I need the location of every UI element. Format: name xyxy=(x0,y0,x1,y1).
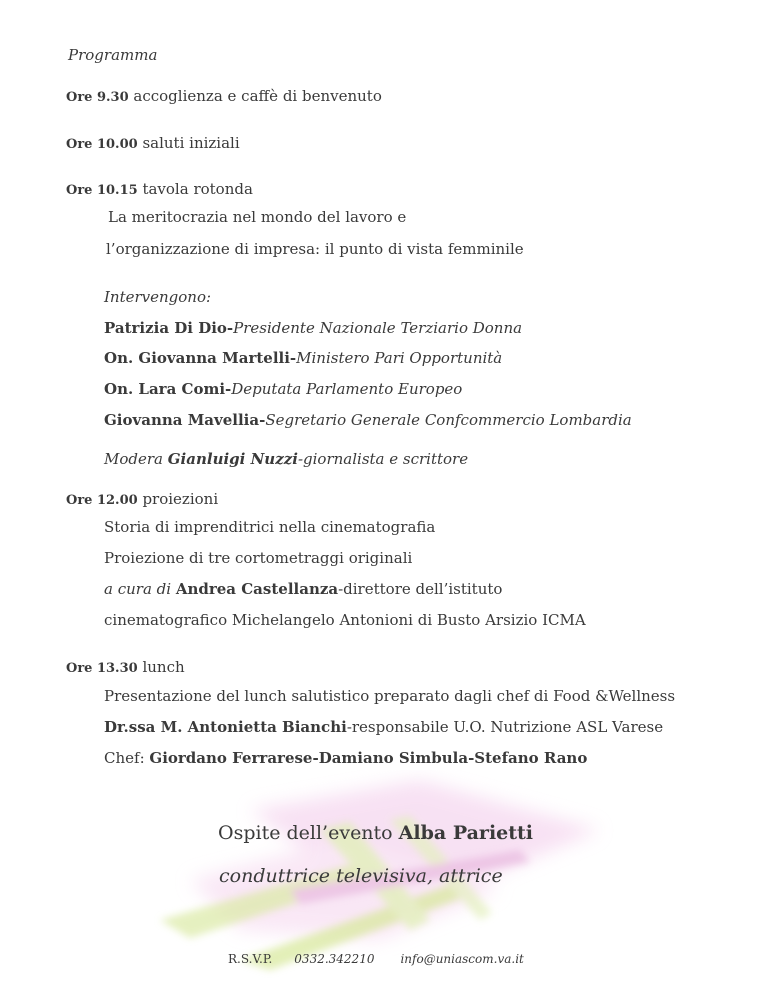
lunch-line-1: Presentazione del lunch salutistico preparato dagli chef di Food &Wellness xyxy=(104,687,676,705)
speaker-role: Ministero Pari Opportunità xyxy=(296,349,503,367)
lunch-doctor-line xyxy=(104,718,663,736)
schedule-item-0930 xyxy=(66,86,382,105)
speaker-role: Deputata Parlamento Europeo xyxy=(231,380,463,398)
doctor-name: Dr.ssa M. Antonietta Bianchi xyxy=(104,718,347,736)
curator-suffix: -direttore dell’istituto xyxy=(338,580,503,598)
speaker-name: On. Lara Comi- xyxy=(104,380,232,398)
time-label: Ore 10.00 xyxy=(66,137,138,152)
proiezioni-curator xyxy=(104,580,502,598)
proiezioni-line-4: cinematografico Michelangelo Antonioni di Busto Arsizio ICMA xyxy=(104,611,586,629)
schedule-item-1200 xyxy=(66,489,218,508)
rsvp-phone: 0332.342210 xyxy=(294,952,375,966)
intervengono-label: Intervengono: xyxy=(104,288,212,306)
guest-name: Alba Parietti xyxy=(398,822,534,844)
chef-names: Giordano Ferrarese-Damiano Simbula-Stefano Rano xyxy=(149,749,588,767)
lunch-chef-line xyxy=(104,749,587,767)
activity-text: tavola rotonda xyxy=(137,180,253,198)
activity-text: saluti iniziali xyxy=(137,134,240,152)
moderator-name: Gianluigi Nuzzi xyxy=(167,450,298,468)
curator-prefix: a cura di xyxy=(104,580,176,598)
curator-name: Andrea Castellanza xyxy=(175,580,339,598)
speaker-name: On. Giovanna Martelli- xyxy=(104,349,297,367)
proiezioni-line-1: Storia di imprenditrici nella cinematografia xyxy=(104,518,436,536)
schedule-item-1015 xyxy=(66,179,253,198)
speaker-row xyxy=(104,349,502,367)
programma-heading: Programma xyxy=(68,46,158,64)
doctor-role: -responsabile U.O. Nutrizione ASL Varese xyxy=(346,718,664,736)
rsvp-line xyxy=(228,952,524,966)
chef-label: Chef: xyxy=(104,749,150,767)
activity-text: lunch xyxy=(137,658,185,676)
guest-prefix: Ospite dell’evento xyxy=(218,822,399,844)
time-label: Ore 9.30 xyxy=(66,90,129,105)
rsvp-label: R.S.V.P. xyxy=(228,952,273,966)
speaker-row xyxy=(104,380,462,398)
tavola-line-1: La meritocrazia nel mondo del lavoro e xyxy=(108,208,407,226)
time-label: Ore 13.30 xyxy=(66,661,138,676)
tavola-line-2: l’organizzazione di impresa: il punto di vista femminile xyxy=(106,240,524,258)
moderator-prefix: Modera xyxy=(104,450,168,468)
schedule-item-1000 xyxy=(66,133,240,152)
guest-line xyxy=(218,822,533,844)
speaker-name: Patrizia Di Dio- xyxy=(104,319,234,337)
moderator-suffix: -giornalista e scrittore xyxy=(297,450,469,468)
time-label: Ore 10.15 xyxy=(66,183,138,198)
speaker-row xyxy=(104,319,522,337)
rsvp-email[interactable]: info@uniascom.va.it xyxy=(400,952,524,966)
speaker-role: Segretario Generale Confcommercio Lombardia xyxy=(265,411,632,429)
speaker-role: Presidente Nazionale Terziario Donna xyxy=(233,319,523,337)
schedule-item-1330 xyxy=(66,657,185,676)
activity-text: accoglienza e caffè di benvenuto xyxy=(128,87,382,105)
guest-role: conduttrice televisiva, attrice xyxy=(219,865,503,887)
speaker-row xyxy=(104,411,632,429)
time-label: Ore 12.00 xyxy=(66,493,138,508)
speaker-name: Giovanna Mavellia- xyxy=(104,411,266,429)
moderator-line xyxy=(104,450,468,468)
proiezioni-line-2: Proiezione di tre cortometraggi originali xyxy=(104,549,413,567)
activity-text: proiezioni xyxy=(137,490,219,508)
